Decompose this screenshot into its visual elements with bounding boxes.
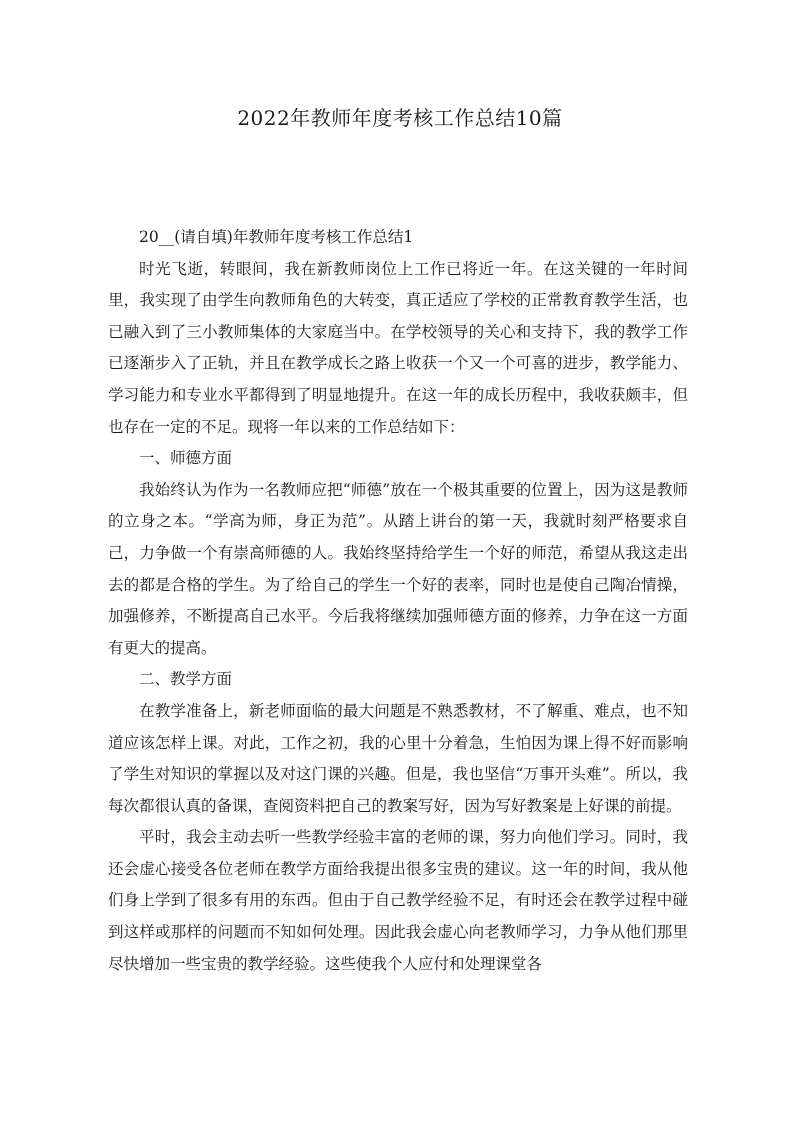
paragraph-ethics: 我始终认为作为一名教师应把“师德”放在一个极其重要的位置上，因为这是教师的立身之本。“学高为师，身正为范”。从踏上讲台的第一天，我就时刻严格要求自己，力争做一个有崇高师德的人。我始终坚持给学生一个好的师范，希望从我这走出去的都是合格的学生。为了给自己的学生一个好的表率，同时也是使自己陶冶情操，加强修养，不断提高自己水平。今后我将继续加强师德方面的修养，力争在这一方面有更大的提高。 (108, 480, 688, 657)
heading-ethics: 一、师德方面 (139, 449, 233, 468)
section-title: 20__(请自填)年教师年度考核工作总结1 (139, 228, 414, 246)
heading-teaching: 二、教学方面 (139, 670, 233, 689)
paragraph-teaching-1: 在教学准备上，新老师面临的最大问题是不熟悉教材，不了解重、难点，也不知道应该怎样上课。对此，工作之初，我的心里十分着急，生怕因为课上得不好而影响了学生对知识的掌握以及对这门课的兴趣。但是，我也坚信“万事开头难”。所以，我每次都很认真的备课，查阅资料把自己的教案写好，因为写好教案是上好课的前提。 (108, 701, 688, 815)
document-title: 2022年教师年度考核工作总结10篇 (237, 106, 563, 130)
paragraph-intro: 时光飞逝，转眼间，我在新教师岗位上工作已将近一年。在这关键的一年时间里，我实现了由学生向教师角色的大转变，真正适应了学校的正常教育教学生活，也已融入到了三小教师集体的大家庭当中。在学校领导的关心和支持下，我的教学工作已逐渐步入了正轨，并且在教学成长之路上收获一个又一个可喜的进步，教学能力、学习能力和专业水平都得到了明显地提升。在这一年的成长历程中，我收获颇丰，但也存在一定的不足。现将一年以来的工作总结如下： (108, 259, 688, 436)
document-body (108, 222, 688, 980)
paragraph-teaching-2: 平时，我会主动去听一些教学经验丰富的老师的课，努力向他们学习。同时，我还会虚心接受各位老师在教学方面给我提出很多宝贵的建议。这一年的时间，我从他们身上学到了很多有用的东西。但由于自己教学经验不足，有时还会在教学过程中碰到这样或那样的问题而不知如何处理。因此我会虚心向老教师学习，力争从他们那里尽快增加一些宝贵的教学经验。这些使我个人应付和处理课堂各 (108, 828, 688, 973)
